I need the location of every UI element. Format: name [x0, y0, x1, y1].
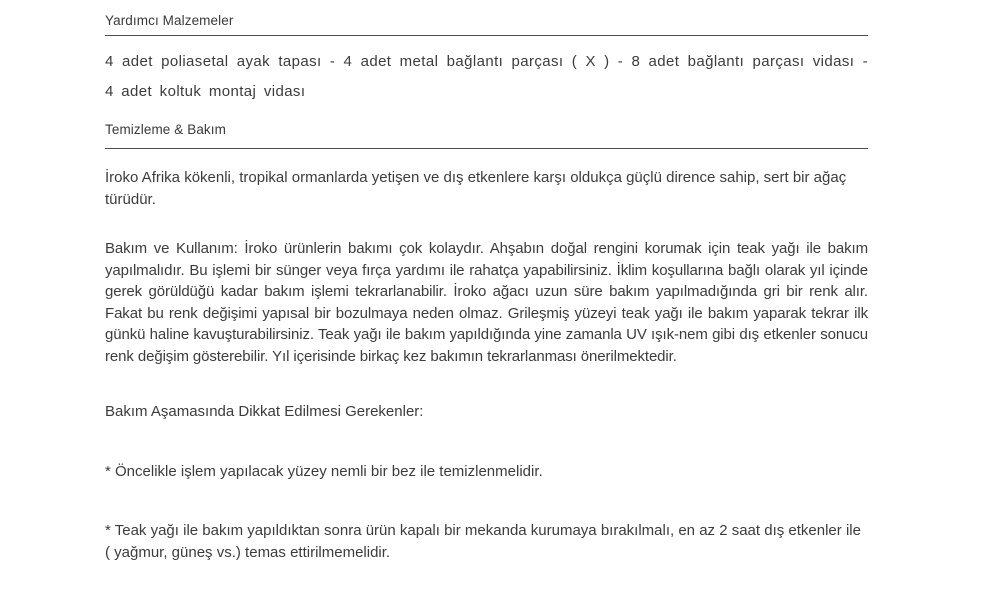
cleaning-divider [105, 148, 868, 149]
materials-body-text: 4 adet poliasetal ayak tapası - 4 adet metal bağlantı parçası ( X ) - 8 adet bağlantı parçası vidası - 4 adet koltuk montaj vidası [105, 53, 868, 100]
attention-heading: Bakım Aşamasında Dikkat Edilmesi Gerekenler: [105, 403, 424, 420]
materials-divider [105, 35, 868, 36]
cleaning-heading: Temizleme & Bakım [105, 122, 226, 137]
attention-bullet-1: * Öncelikle işlem yapılacak yüzey nemli bir bez ile temizlenmelidir. [105, 462, 543, 480]
document-page [0, 12, 1000, 602]
section-cleaning [105, 121, 868, 563]
attention-bullet-2: * Teak yağı ile bakım yapıldıktan sonra ürün kapalı bir mekanda kurumaya bırakılmalı, en az 2 saat dış etkenler ile ( yağmur, güneş vs.) temas ettirilmemelidir. [105, 522, 861, 561]
section-materials [105, 12, 868, 107]
care-instructions-text: Bakım ve Kullanım: İroko ürünlerin bakımı çok kolaydır. Ahşabın doğal rengini korumak için teak yağı ile bakım yapılmalıdır. Bu işlemi bir sünger veya fırça yardımı ile rahatça yapabilirsiniz. İklim koşullarına bağlı olarak yıl içinde gerek görüldüğü kadar bakım işlemi tekrarlanabilir. İroko ağacı uzun süre bakım yapılmadığında gri bir renk alır. Fakat bu renk değişimi yapısal bir bozulmaya neden olmaz. Grileşmiş yüzeyi teak yağı ile bakım yaparak tekrar ilk günkü haline kavuşturabilirsiniz. Teak yağı ile bakım yapıldığında yine zamanla UV ışık-nem gibi dış etkenler sonucu renk değişim gösterebilir. Yıl içerisinde birkaç kez bakımın tekrarlanması önerilmektedir. [105, 240, 868, 365]
wood-intro-text: İroko Afrika kökenli, tropikal ormanlarda yetişen ve dış etkenlere karşı oldukça güçlü dirence sahip, sert bir ağaç türüdür. [105, 169, 847, 208]
materials-heading: Yardımcı Malzemeler [105, 13, 234, 28]
